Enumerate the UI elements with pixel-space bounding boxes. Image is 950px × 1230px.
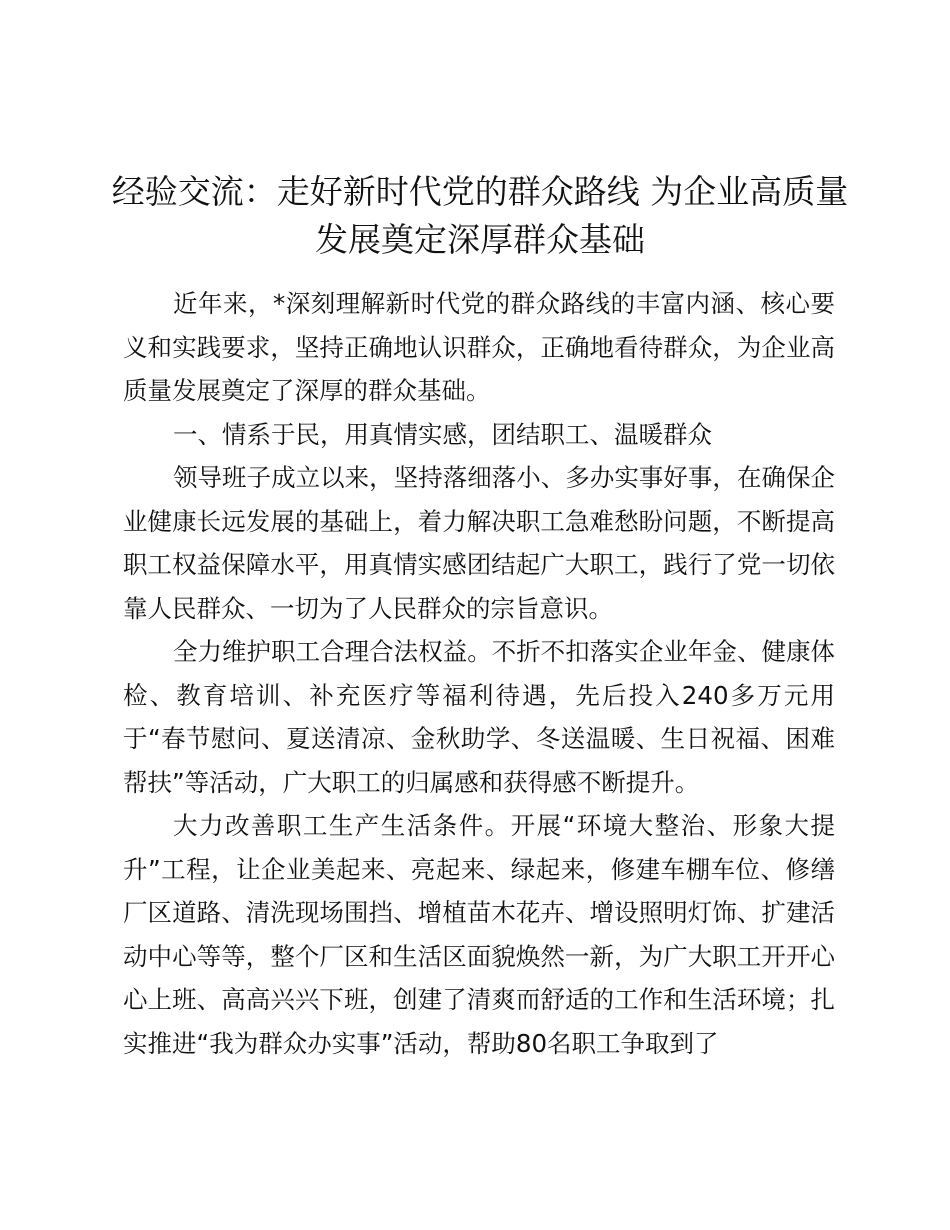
body-paragraph: 大力改善职工生产生活条件。开展“环境大整治、形象大提升”工程，让企业美起来、亮起来、绿起来，修建车棚车位、修缮厂区道路、清洗现场围挡、增植苗木花卉、增设照明灯饰、扩建活动中心等等，整个厂区和生活区面貌焕然一新，为广大职工开开心心上班、高高兴兴下班，创建了清爽而舒适的工作和生活环境；扎实推进“我为群众办实事”活动，帮助80名职工争取到了 <box>123 811 835 1058</box>
section-heading-1: 一、情系于民，用真情实感，团结职工、温暖群众 <box>173 419 712 449</box>
intro-paragraph: 近年来，*深刻理解新时代党的群众路线的丰富内涵、核心要义和实践要求，坚持正确地认识群众，正确地看待群众，为企业高质量发展奠定了深厚的群众基础。 <box>123 289 835 405</box>
document-title: 经验交流：走好新时代党的群众路线 为企业高质量发展奠定深厚群众基础 <box>111 172 849 259</box>
body-paragraph: 全力维护职工合理合法权益。不折不扣落实企业年金、健康体检、教育培训、补充医疗等福利待遇，先后投入240多万元用于“春节慰问、夏送清凉、金秋助学、冬送温暖、生日祝福、困难帮扶”等活动，广大职工的归属感和获得感不断提升。 <box>123 637 835 797</box>
document-body <box>123 282 835 1065</box>
body-paragraph: 领导班子成立以来，坚持落细落小、多办实事好事，在确保企业健康长远发展的基础上，着力解决职工急难愁盼问题，不断提高职工权益保障水平，用真情实感团结起广大职工，践行了党一切依靠人民群众、一切为了人民群众的宗旨意识。 <box>123 463 835 623</box>
